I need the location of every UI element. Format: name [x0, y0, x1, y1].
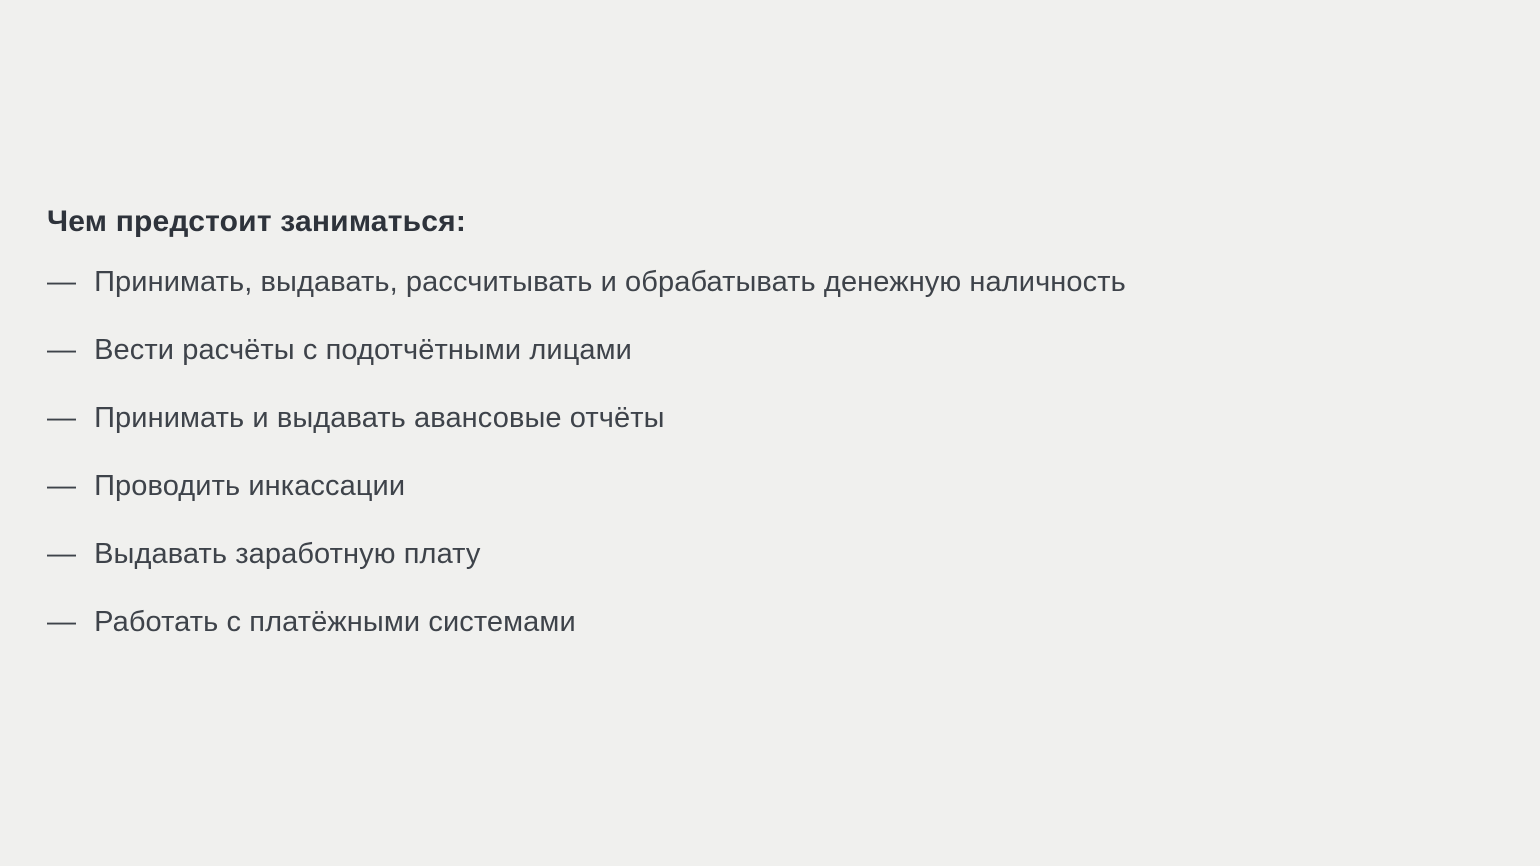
list-item [47, 469, 1500, 503]
list-item [47, 265, 1500, 299]
list-item [47, 333, 1500, 367]
list-item-text: Принимать, выдавать, рассчитывать и обрабатывать денежную наличность [94, 266, 1126, 298]
list-item [47, 605, 1500, 639]
task-list [47, 265, 1500, 639]
section-title: Чем предстоит заниматься: [47, 205, 467, 238]
list-item-text: Проводить инкассации [94, 470, 406, 502]
dash-bullet: — [47, 470, 77, 502]
dash-bullet: — [47, 334, 77, 366]
dash-bullet: — [47, 606, 77, 638]
list-item [47, 537, 1500, 571]
dash-bullet: — [47, 402, 77, 434]
dash-bullet: — [47, 266, 77, 298]
list-item-text: Работать с платёжными системами [94, 606, 576, 638]
list-item-text: Вести расчёты с подотчётными лицами [94, 334, 632, 366]
dash-bullet: — [47, 538, 77, 570]
list-item-text: Принимать и выдавать авансовые отчёты [94, 402, 665, 434]
list-item [47, 401, 1500, 435]
list-item-text: Выдавать заработную плату [94, 538, 481, 570]
